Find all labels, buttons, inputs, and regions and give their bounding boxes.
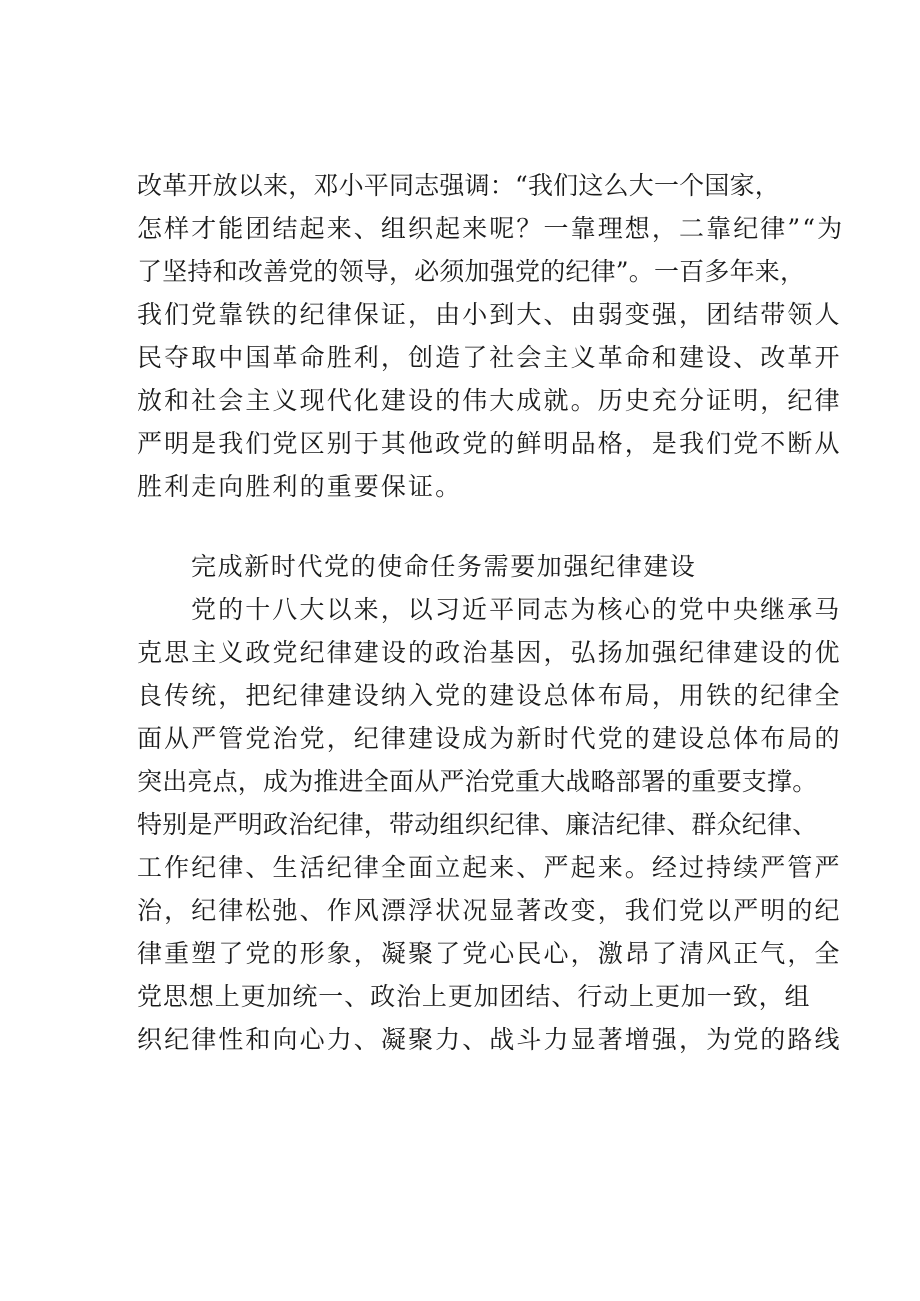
paragraph-2-line: 面从严管党治党，纪律建设成为新时代党的建设总体布局的 (137, 724, 842, 753)
paragraph-2-line: 工作纪律、生活纪律全面立起来、严起来。经过持续严管严 (137, 853, 842, 882)
paragraph-2-line: 特别是严明政治纪律，带动组织纪律、廉洁纪律、群众纪律、 (137, 810, 818, 839)
paragraph-2 (137, 588, 842, 1061)
paragraph-2-line: 织纪律性和向心力、凝聚力、战斗力显著增强，为党的路线 (137, 1025, 842, 1054)
paragraph-2-line: 良传统，把纪律建设纳入党的建设总体布局，用铁的纪律全 (137, 681, 842, 710)
paragraph-2-line: 突出亮点，成为推进全面从严治党重大战略部署的重要支撑。 (137, 767, 818, 796)
paragraph-1-line: 改革开放以来，邓小平同志强调：“我们这么大一个国家， (137, 171, 780, 200)
paragraph-1-line: 民夺取中国革命胜利，创造了社会主义革命和建设、改革开 (137, 343, 842, 372)
section-heading: 完成新时代党的使命任务需要加强纪律建设 (191, 552, 697, 581)
paragraph-1-line: 严明是我们党区别于其他政党的鲜明品格，是我们党不断从 (137, 429, 842, 458)
paragraph-2-line: 克思主义政党纪律建设的政治基因，弘扬加强纪律建设的优 (137, 638, 842, 667)
paragraph-1-line: 胜利走向胜利的重要保证。 (137, 472, 463, 501)
paragraph-1 (137, 164, 845, 508)
paragraph-2-line: 党思想上更加统一、政治上更加团结、行动上更加一致，组 (137, 982, 811, 1011)
paragraph-2-line: 治，纪律松弛、作风漂浮状况显著改变，我们党以严明的纪 (137, 896, 842, 925)
paragraph-1-line: 我们党靠铁的纪律保证，由小到大、由弱变强，团结带领人 (137, 300, 842, 329)
paragraph-2-line: 律重塑了党的形象，凝聚了党心民心，激昂了清风正气，全 (137, 939, 842, 968)
paragraph-1-line: 了坚持和改善党的领导，必须加强党的纪律”。一百多年来， (137, 257, 806, 286)
paragraph-1-line: 放和社会主义现代化建设的伟大成就。历史充分证明，纪律 (137, 386, 842, 415)
paragraph-1-line: 怎样才能团结起来、组织起来呢？一靠理想，二靠纪律”“为 (137, 214, 845, 243)
section-heading-block (137, 545, 787, 588)
paragraph-2-line: 党的十八大以来，以习近平同志为核心的党中央继承马 (191, 595, 842, 624)
